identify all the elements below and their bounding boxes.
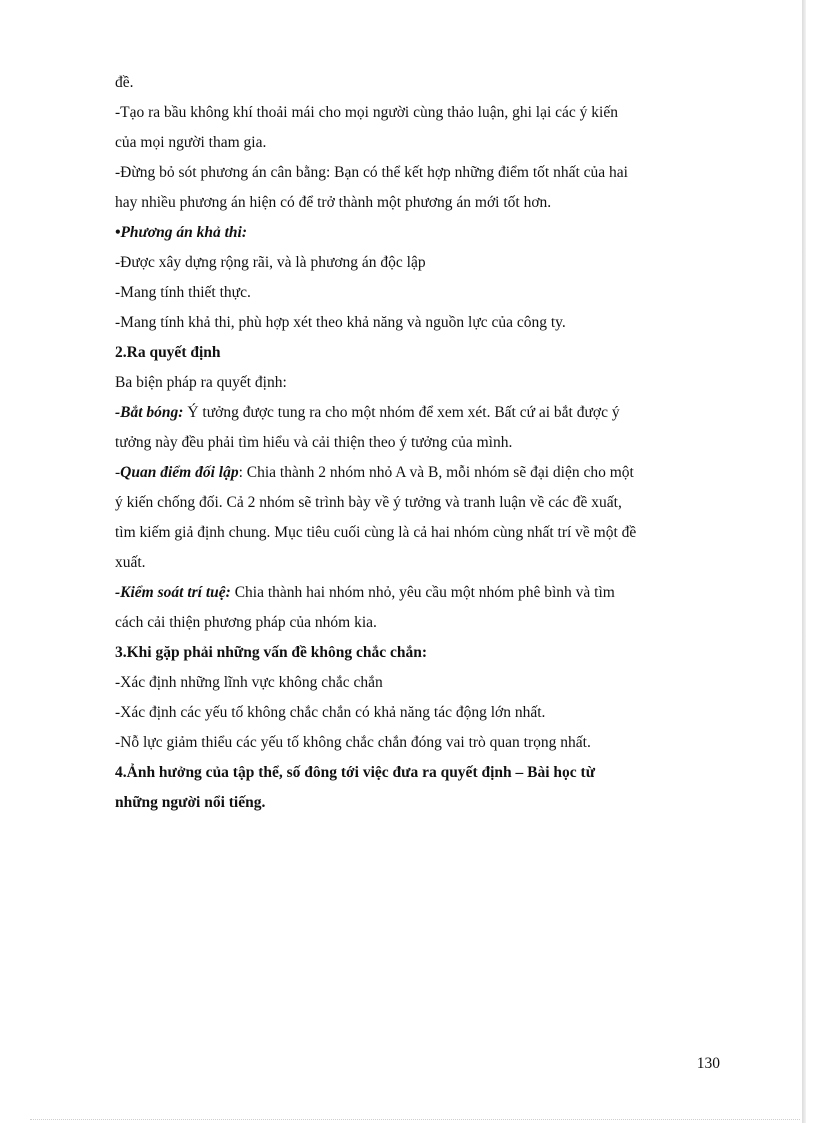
inline-heading-label: Quan điểm đối lập (120, 464, 239, 481)
text-line: -Xác định các yếu tố không chắc chắn có khả năng tác động lớn nhất. (115, 704, 546, 721)
line-text: Ý tưởng được tung ra cho một nhóm để xem xét. Bất cứ ai bắt được ý (183, 404, 620, 421)
text-line: tìm kiếm giả định chung. Mục tiêu cuối cùng là cả hai nhóm cùng nhất trí về một đề (115, 524, 637, 541)
text-line: -Được xây dựng rộng rãi, và là phương án độc lập (115, 254, 426, 271)
text-line: tưởng này đều phải tìm hiểu và cải thiện theo ý tưởng của mình. (115, 434, 513, 451)
text-line (115, 458, 715, 488)
feasible-options-heading (115, 218, 715, 248)
line-text: : Chia thành 2 nhóm nhỏ A và B, mỗi nhóm sẽ đại diện cho một (238, 464, 634, 481)
text-line: đề. (115, 74, 134, 91)
document-body (115, 68, 715, 818)
text-line (115, 398, 715, 428)
text-line: -Tạo ra bầu không khí thoải mái cho mọi người cùng thảo luận, ghi lại các ý kiến (115, 104, 618, 121)
section-heading: những người nổi tiếng. (115, 794, 266, 811)
inline-heading-label: -Bắt bóng: (115, 404, 184, 421)
text-line: Ba biện pháp ra quyết định: (115, 374, 287, 391)
inline-heading-label: Phương án khả thi: (120, 224, 248, 241)
page-edge-shadow (802, 0, 806, 1123)
text-line: -Mang tính khả thi, phù hợp xét theo khả năng và nguồn lực của công ty. (115, 314, 566, 331)
text-line: -Đừng bỏ sót phương án cân bằng: Bạn có thể kết hợp những điểm tốt nhất của hai (115, 164, 628, 181)
page-bottom-rule (30, 1119, 800, 1120)
page-number: 130 (696, 1055, 720, 1072)
text-line: ý kiến chống đối. Cả 2 nhóm sẽ trình bày về ý tưởng và tranh luận về các đề xuất, (115, 494, 622, 511)
section-heading: 2.Ra quyết định (115, 344, 221, 361)
section-heading: 3.Khi gặp phải những vấn đề không chắc chắn: (115, 644, 428, 661)
inline-heading-label: -Kiểm soát trí tuệ: (115, 584, 231, 601)
text-line: của mọi người tham gia. (115, 134, 267, 151)
bullet-glyph: • (115, 224, 121, 241)
text-line: -Nỗ lực giảm thiểu các yếu tố không chắc chắn đóng vai trò quan trọng nhất. (115, 734, 591, 751)
text-line: -Mang tính thiết thực. (115, 284, 251, 301)
text-line (115, 578, 715, 608)
line-text: Chia thành hai nhóm nhỏ, yêu cầu một nhóm phê bình và tìm (230, 584, 615, 601)
dash-prefix: - (115, 464, 121, 481)
text-line: xuất. (115, 554, 146, 571)
text-line: cách cải thiện phương pháp của nhóm kia. (115, 614, 377, 631)
text-line: hay nhiều phương án hiện có để trở thành một phương án mới tốt hơn. (115, 194, 552, 211)
text-line: -Xác định những lĩnh vực không chắc chắn (115, 674, 383, 691)
section-heading: 4.Ảnh hưởng của tập thể, số đông tới việc đưa ra quyết định – Bài học từ (115, 764, 596, 781)
